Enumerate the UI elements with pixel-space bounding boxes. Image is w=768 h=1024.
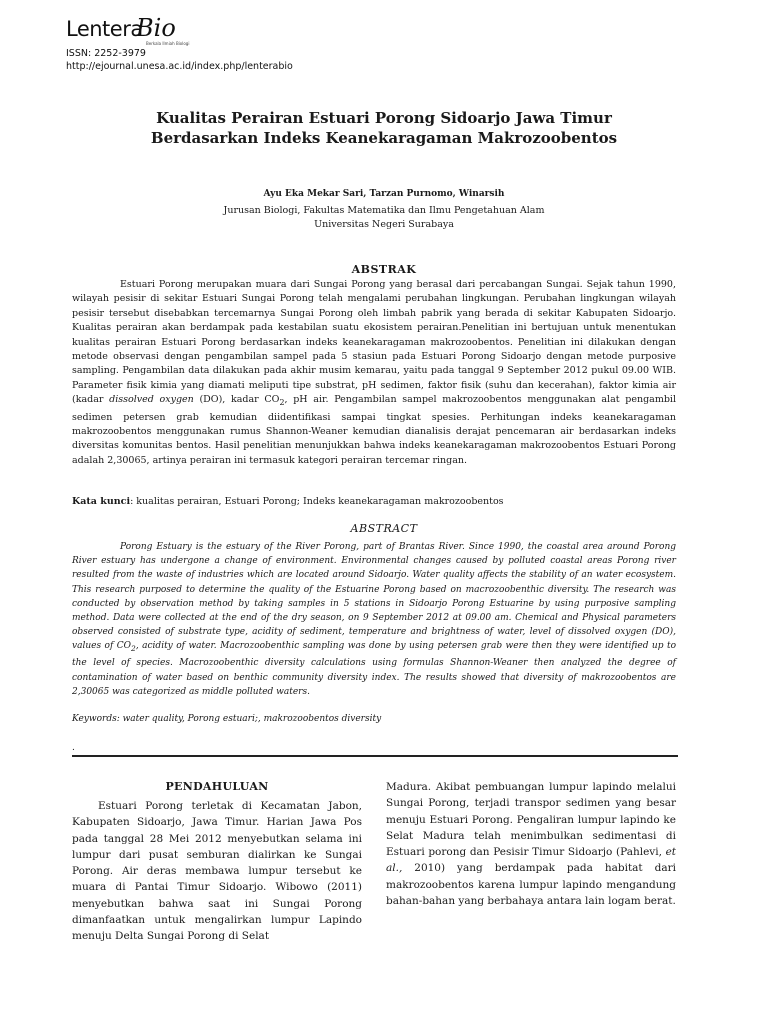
keywords: Keywords: water quality, Porong estuari;, makrozoobentos diversity [72,714,382,724]
left-column [72,780,362,945]
logo-tagline: Berkala Ilmiah Biologi [146,41,190,46]
abstrak-heading: ABSTRAK [351,263,417,276]
left-column-paragraph: Estuari Porong terletak di Kecamatan Jabon, Kabupaten Sidoarjo, Jawa Timur. Harian Jawa Pos pada tanggal 28 Mei 2012 menyebutkan selama ini lumpur dari pusat semburan dialirkan ke Sungai Porong. Air deras membawa lumpur tersebut ke muara di Pantai Timur Sidoarjo. Wibowo (2011) menyebutkan bahwa saat ini Sungai Porong dimanfaatkan untuk mengalirkan lumpur Lapindo menuju Delta Sungai Porong di Selat [72,800,362,943]
logo-wordmark: Lentera [66,17,143,41]
journal-url[interactable]: http://ejournal.unesa.ac.id/index.php/lenterabio [66,61,293,72]
affiliation-line-1: Jurusan Biologi, Fakultas Matematika dan Ilmu Pengetahuan Alam [223,205,545,216]
kata-kunci-label: Kata kunci [72,496,131,507]
abstract-heading: ABSTRACT [350,522,418,535]
section-divider [72,755,678,757]
paper-title [0,108,768,148]
abstract-text: Porong Estuary is the estuary of the River Porong, part of Brantas River. Since 1990, the coastal area around Porong River estuary has undergone a change of environment. Environmental changes caused by polluted coastal areas Porong river resulted from the waste of industries which are located around Sidoarjo. Water quality affects the stability of an water ecosystem. This research purposed to determine the quality of the Estuarine Porong based on macrozoobenthic diversity. The research was conducted by observation method by taking samples in 5 stations in Sidoarjo Porong Estuarine by using purposive sampling method. Data were collected at the end of the dry season, on 9 September 2012 at 09.00 am. Chemical and Physical parameters observed consisted of substrate type, acidity of sediment, temperature and brightness of water, level of dissolved oxygen (DO), values of $CO_2$, acidity of water. Macrozoobenthic sampling was done by using petersen grab were then they were identified up to the level of species. Macrozoobenthic diversity calculations using formulas Shannon-Weaner then analyzed the degree of contamination of water based on benthic community diversity index. The results showed that diversity of makrozoobentos are 2,30065 was categorized as middle polluted waters. [72,542,676,697]
section-heading-pendahuluan: PENDAHULUAN [165,780,269,793]
kata-kunci [72,496,676,507]
affiliation-line-2: Universitas Negeri Surabaya [314,219,454,230]
abstrak-text: Estuari Porong merupakan muara dari Sungai Porong yang berasal dari percabangan Sungai. Sejak tahun 1990, wilayah pesisir di sekitar Estuari Sungai Porong telah mengalami perubahan lingkungan. Perubahan lingkungan wilayah pesisir tersebut disebabkan tercemarnya Sungai Porong oleh limbah pabrik yang berada di sekitar Kabupaten Sidoarjo. Kualitas perairan akan berdampak pada kestabilan suatu ekosistem perairan.Penelitian ini bertujuan untuk menentukan kualitas perairan Estuari Porong berdasarkan indeks keanekaragaman makrozoobentos. Penelitian ini dilakukan dengan metode observasi dengan pengambilan sampel pada 5 stasiun pada Estuari Porong Sidoarjo dengan metode purposive sampling. Pengambilan data dilakukan pada akhir musim kemarau, yaitu pada tanggal 9 September 2012 pukul 09.00 WIB. Parameter fisik kimia yang diamati meliputi tipe substrat, pH sedimen, faktor fisik (suhu dan kecerahan), faktor kimia air (kadar dissolved oxygen (DO), kadar $CO_2$, pH air. Pengambilan sampel makrozoobentos menggunakan alat pengambil sedimen petersen grab kemudian diidentifikasi sampai tingkat spesies. Perhitungan indeks keanekaragaman makrozoobentos menggunakan rumus Shannon-Weaner kemudian dianalisis derajat pencemaran air berdasarkan indeks diversitas komunitas bentos. Hasil penelitian menunjukkan bahwa indeks keanekaragaman makrozoobentos Estuari Porong adalah 2,30065, artinya perairan ini termasuk kategori perairan tercemar ringan. [72,279,676,466]
title-line-1: Kualitas Perairan Estuari Porong Sidoarjo Jawa Timur [156,109,612,127]
right-column-paragraph: Madura. Akibat pembuangan lumpur lapindo melalui Sungai Porong, terjadi transpor sedimen yang besar menuju Estuari Porong. Pengaliran lumpur lapindo ke Selat Madura telah menimbulkan sedimentasi di Estuari porong dan Pesisir Timur Sidoarjo (Pahlevi, et al., 2010) yang berdampak pada habitat dari makrozoobentos karena lumpur lapindo mengandung bahan-bahan yang berbahaya antara lain logam berat. [386,781,676,908]
issn: ISSN: 2252-3979 [66,48,146,59]
affiliation [0,204,768,232]
title-line-2: Berdasarkan Indeks Keanekaragaman Makrozoobentos [150,129,618,147]
separator-dot: . [72,743,75,753]
right-column [386,779,676,909]
kata-kunci-text: : kualitas perairan, Estuari Porong; Indeks keanekaragaman makrozoobentos [130,496,504,507]
logo-script: Bio [136,14,176,42]
authors: Ayu Eka Mekar Sari, Tarzan Purnomo, Winarsih [263,189,505,199]
